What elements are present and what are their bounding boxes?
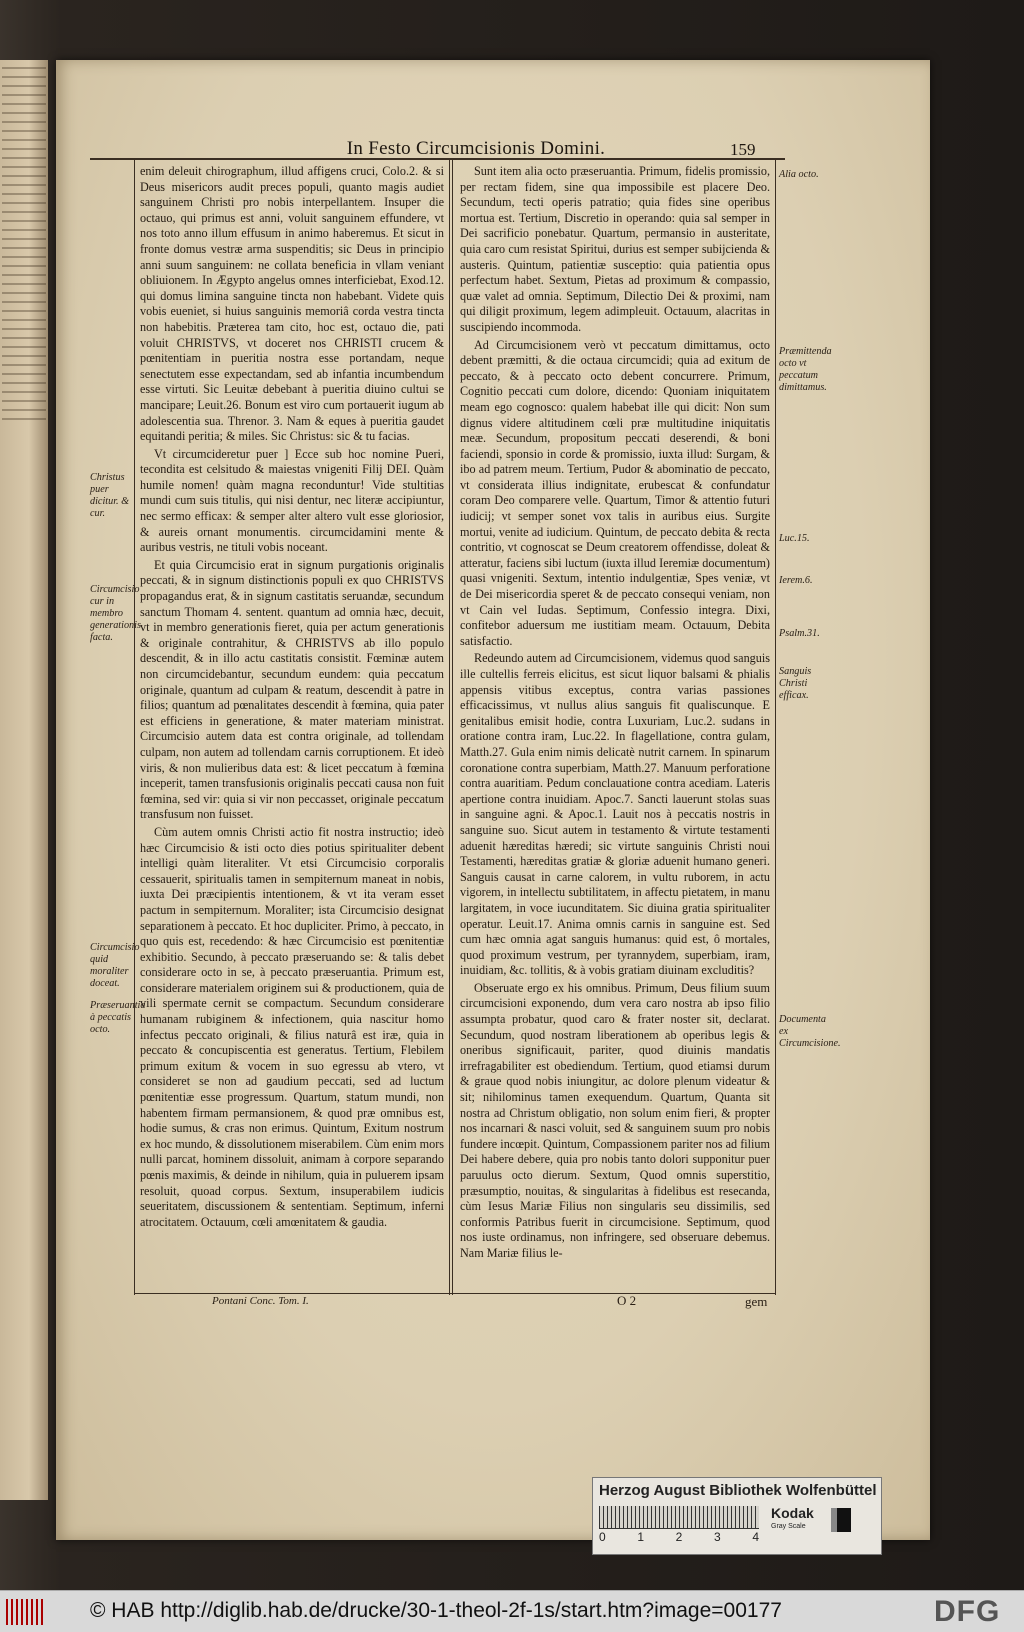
margin-note-right: Luc.15. (779, 533, 810, 544)
copyright-url[interactable]: © HAB http://diglib.hab.de/drucke/30-1-theol-2f-1s/start.htm?image=00177 (90, 1599, 782, 1622)
margin-note-left: Circumcisio quid moraliter doceat. (90, 942, 140, 989)
signature-mark: O 2 (617, 1293, 637, 1308)
signature-line: Pontani Conc. Tom. I. (212, 1295, 309, 1307)
left-text-column (140, 164, 444, 1290)
paragraph: Redeundo autem ad Circumcisionem, videmus quod sanguis ille cultellis ferreis elicitus, est sicut liquor balsami & phialis appensis vitibus exceptus, contra varias passiones efficacissimus, vt nullus alius sanguis fit qualiscunque. E genitalibus emisit hodie, contra Luxuriam, Luc.2. sudans in oratione contra iram, Luc.22. In flagellatione, contra gulam, Matth.27. Gula enim nimis delicatè nutrit carnem. In spinarum coronatione contra superbiam, Matth.27. Manuum perforatione contra auaritiam. Pedum conclauatione contra acediam. Lateris apertione contra inuidiam. Apoc.7. Sancti lauerunt stolas suas in sanguine agni. & Apoc.1. Lauit nos à peccatis nostris in sanguine suo. Sicut autem in testamento & virtute testamenti aduenit hæreditas hæredi; sic virtute sanguinis Christi noui Testamenti, hæreditas gratiæ & gloriæ aduenit humano generi. Sanguis causat in carne calorem, in vultu ruborem, in actu vigorem, in intellectu subtilitatem, in affectu pietatem, in manu largitatem, in voce iucunditatem. Sic diuina gratia spiritualiter operatur. Leuit.17. Anima omnis carnis in sanguine est. Sed cum hæc omnia agat sanguis humanus: quid est, ô mortales, quod proximum vestrum, per tyrannydem, superbiam, iram, inuidiam, &c. tollitis, & à vobis gratiam diuinam excluditis? (460, 651, 770, 978)
hab-logo-icon (6, 1599, 46, 1625)
paragraph: enim deleuit chirographum, illud affigens cruci, Colo.2. & si Deus misericors audit preces populi, quanto magis audiet sanguinem Christi pro nobis interpellantem. Insuper die octauo, qui primus est anni, voluit sanguinem effundere, vt nos toto anno illum effusum in animo haberemus. Et sicut in fronte domus vestræ arma suspenditis; sic Deus in principio anni suum sanguinem: ne collata beneficia in vllam veniant obliuionem. In Ægypto angelus omnes interficiebat, Exod.12. qui domus limina sanguine tincta non habebant. Videte quis vobis eueniet, si huius sanguinis memoriâ corda vestra tincta non habebitis. Præterea tam cito, hoc est, octauo die, pati voluit CHRISTVS, vt doceret nos CHRISTI crucem & pœnitentiam in pueritia nostra esse portandam, neque senectutem esse expectandam, sed ab infantia incumbendum esse virtuti. Sic Leuitæ debebant à pueritia diuino cultui se mancipare; Leuit.26. Bonum est viro cum portauerit iugum ab adolescentia sua. Threnor. 3. Nam & eques à pueritia gaudet equitandi peritia; & miles. Sic Christus: sic & tu facias. (140, 164, 444, 444)
paragraph: Obseruate ergo ex his omnibus. Primum, Deus filium suum circumcisioni exponendo, dum vera caro nostra ab ipso filio assumpta probatur, quod caro & frater noster sit, declarat. Secundum, quod nostram liberationem ab operibus legis & oneribus significauit, pariter, quod diuinis mandatis irrefragabiliter est obediendum. Tertium, quod etiamsi durum & graue quod nobis iniungitur, ac dolore plenum videatur & sit; nihilominus tamen exequendum. Quartum, Quanta sit nostra ad Christum obligatio, non solum enim fieri, & propter nos incarnari & nasci voluit, sed & sanguinem suum pro nobis fundere incœpit. Quintum, Compassionem pariter nos ad filium Dei habere debere, quia pro nobis tanto dolori supponitur puer paruulus octo dierum. Sextum, Quod omnis superstitio, præsumptio, nouitas, & singularitas à fidelibus est resecanda, cùm Iesus Mariæ Filius non singularis seu dissimilis, sed conformis Patribus fuerit in circumcisione. Septimum, quod nos iuste ordinamus, non infringere, sed obseruare debemus. Nam Mariæ filius le- (460, 980, 770, 1260)
gray-patch (831, 1508, 851, 1532)
running-title: In Festo Circumcisionis Domini. (346, 138, 606, 159)
page-number: 159 (730, 140, 756, 159)
ruler-digit: 1 (637, 1530, 645, 1544)
margin-note-right: Præmittenda octo vt peccatum dimittamus. (779, 346, 832, 393)
ruler-digits (599, 1530, 759, 1544)
kodak-logo: Kodak (771, 1505, 814, 1521)
margin-note-right: Ierem.6. (779, 575, 813, 586)
bottom-bar (0, 1590, 1024, 1632)
color-calibration-bar (592, 1477, 882, 1555)
right-text-column (460, 164, 770, 1290)
ruler-digit: 3 (713, 1530, 721, 1544)
ruler-digit: 0 (599, 1530, 606, 1544)
margin-note-left: Præseruantia à peccatis octo. (90, 1000, 146, 1035)
library-name: Herzog August Bibliothek Wolfenbüttel (599, 1482, 877, 1499)
center-rule-a (449, 158, 450, 1295)
right-margin-rule (775, 158, 776, 1295)
left-margin-rule (134, 158, 135, 1295)
margin-note-right: Psalm.31. (779, 628, 820, 639)
catchword: gem (745, 1294, 768, 1309)
margin-note-right: Sanguis Christi efficax. (779, 666, 812, 701)
paragraph: Sunt item alia octo præseruantia. Primum, fidelis promissio, per rectam fidem, sine qua impossibile est placere Deo. Secundum, tecti operis patratio; quia fides sine operibus mortua est. Tertium, Discretio in operando: quia sal semper in Dei sacrificio ponebatur. Quartum, permansio in austeritate, quia caro cum resistat Spiritui, durius est semper subijcienda & austeris. Quintum, patientiæ susceptio: quia patientia opus perfectum habet. Sextum, Pietas ad proximum & compassio, quæ valet ad omnia. Septimum, Dilectio Dei & proximi, nam qui diligit proximum, legem adimpleuit. Octauum, alacritas in suscipiendo incommoda. (460, 164, 770, 334)
paragraph: Et quia Circumcisio erat in signum purgationis originalis peccati, & in signum distinctionis populi ex quo CHRISTVS propagandus erat, & in signum castitatis seruandæ, secundum sanctum Thomam 4. sentent. quantum ad omnia hæc, decuit, vt in membro generationis fieret, quia per actum generationis & originale contrahitur, & CHRISTVS ab illo populo descendit, & in illo actu castitatis consistit. Fœminæ autem non circumcidebantur, secundum eundem: quia peccatum originale, quantum ad culpam & reatum, descendit à patre in filios; quantum ad pœnalitates descendit à fœmina, quia pater est efficiens in generatione, & mater materiam ministrat. Circumcisio autem data est contra originale, ad tollendam culpam, non autem ad tollendam carnis corruptionem. Et ideò viris, & non mulieribus data est: & licet peccatum à fœmina inceperit, tamen transfusionis originalis peccati causa non fuit fœmina, sed vir: quia si vir non peccasset, originale peccatum transfusum non fuisset. (140, 557, 444, 822)
footer-rule (134, 1293, 775, 1294)
facing-page-edge (0, 60, 48, 1500)
gray-scale-label: Gray Scale (771, 1523, 806, 1530)
paragraph: Ad Circumcisionem verò vt peccatum dimittamus, octo debent præmitti, & die octaua circumcidi; quia ad exitum de peccato, & à peccato octo debent concurrere. Primum, Cognitio peccati cum dolore, dicendo: Quoniam iniquitatem meam ego cognosco: qualem habebat ille qui dicit: Non sum dignus videre altitudinem cœli præ multitudine iniquitatis meæ. Secundum, propositum peccati deserendi, & boni faciendi, sponsio in corde & promissio, iuxta illud: Surgam, & ibo ad patrem meum. Tertium, Pudor & abominatio de peccato, vt considerata illius indignitate, erubescat & confundatur coram Deo comparere velle. Quartum, Timor & attentio futuri iudicij; vt semper sonet vox talis in auribus eius. Surgite mortui, venite ad iudicium. Quintum, de peccato debita & recta contritio, vt cognoscat se Deum creatorem offendisse, doleat & atteratur, faciens sibi luctum (iuxta illud Ieremiæ documentum) quasi vnigeniti. Sextum, intentio indulgentiæ, Spes veniæ, vt de Dei misericordia speret & de peccato consequi veniam, non vt Cain vel Iudas. Septimum, Confessio integra. Dixi, confitebor aduersum me iustitiam meam. Octauum, Debita satisfactio. (460, 337, 770, 648)
margin-note-right: Alia octo. (779, 169, 819, 180)
ruler-digit: 4 (752, 1530, 759, 1544)
margin-note-left: Christus puer dicitur. & cur. (90, 472, 130, 519)
margin-note-right: Documenta ex Circumcisione. (779, 1014, 841, 1049)
ruler-scale (599, 1506, 759, 1529)
dfg-logo: DFG (934, 1595, 1001, 1628)
center-rule-b (452, 158, 453, 1295)
margin-note-left: Circumcisio cur in membro generationis facta. (90, 584, 141, 643)
paragraph: Vt circumcideretur puer ] Ecce sub hoc nomine Pueri, tecondita est celsitudo & maiestas vnigeniti Filij DEI. Quàm humile nomen! quàm magna reconduntur! Vide stultitias mundi cum suis titulis, qui nisi dentur, nec literæ accipiuntur, nec sermo efficax: & semper alter altero vult esse gloriosior, & aureis ornant monumentis. circumcidamini mente & auribus vestris, ne tituli vobis noceant. (140, 446, 444, 555)
ruler-digit: 2 (675, 1530, 683, 1544)
paragraph: Cùm autem omnis Christi actio fit nostra instructio; ideò hæc Circumcisio & isti octo dies potius spiritualiter debent intelligi quàm literaliter. Vt etsi Circumcisio corporalis cessauerit, spiritualis tamen in sempiternum maneat in nobis, iuxta Dei præcipientis intentionem, & vt ita veram esset pactum in sempiternum. Moraliter; ista Circumcisio designat separationem à peccato. Et hoc dupliciter. Primo, à peccato, in quo quis est, recedendo: & hæc Circumcisio est pœnitentiæ exhibitio. Secundo, à peccato præseruando se: & talis debet considerare octo in se, à peccato præseruantia. Primum est, considerare materialem originem sui & productionem, quia de vili spermate cernit se compactum. Secundum considerare humanam rubiginem & infectionem, quia nascitur homo infectus peccato originali, & filius naturâ est iræ, quia in peccato & concupiscentia est generatus. Tertium, Flebilem primum exitum & vocem in suo egressu ab vtero, vt consideret se non ad gaudium peccati, sed ad luctum pœnitentiæ esse progressum. Quartum, statum mundi, non habentem firmam permansionem, & quod præ omnibus est, hodie sumus, & cras non erimus. Quintum, Exitum nostrum ex hoc mundo, & dissolutionem miserabilem. Cùm enim mors nulli parcat, hominem dissoluit, animam à corpore separando pœnis maximis, & deinde in nihilum, quia in puluerem ipsam resoluit, quoad corpus. Sextum, insuperabilem iudicis seueritatem, discussionem & sententiam. Septimum, inferni atrocitatem. Octauum, cœli amœnitatem & gaudia. (140, 824, 444, 1229)
